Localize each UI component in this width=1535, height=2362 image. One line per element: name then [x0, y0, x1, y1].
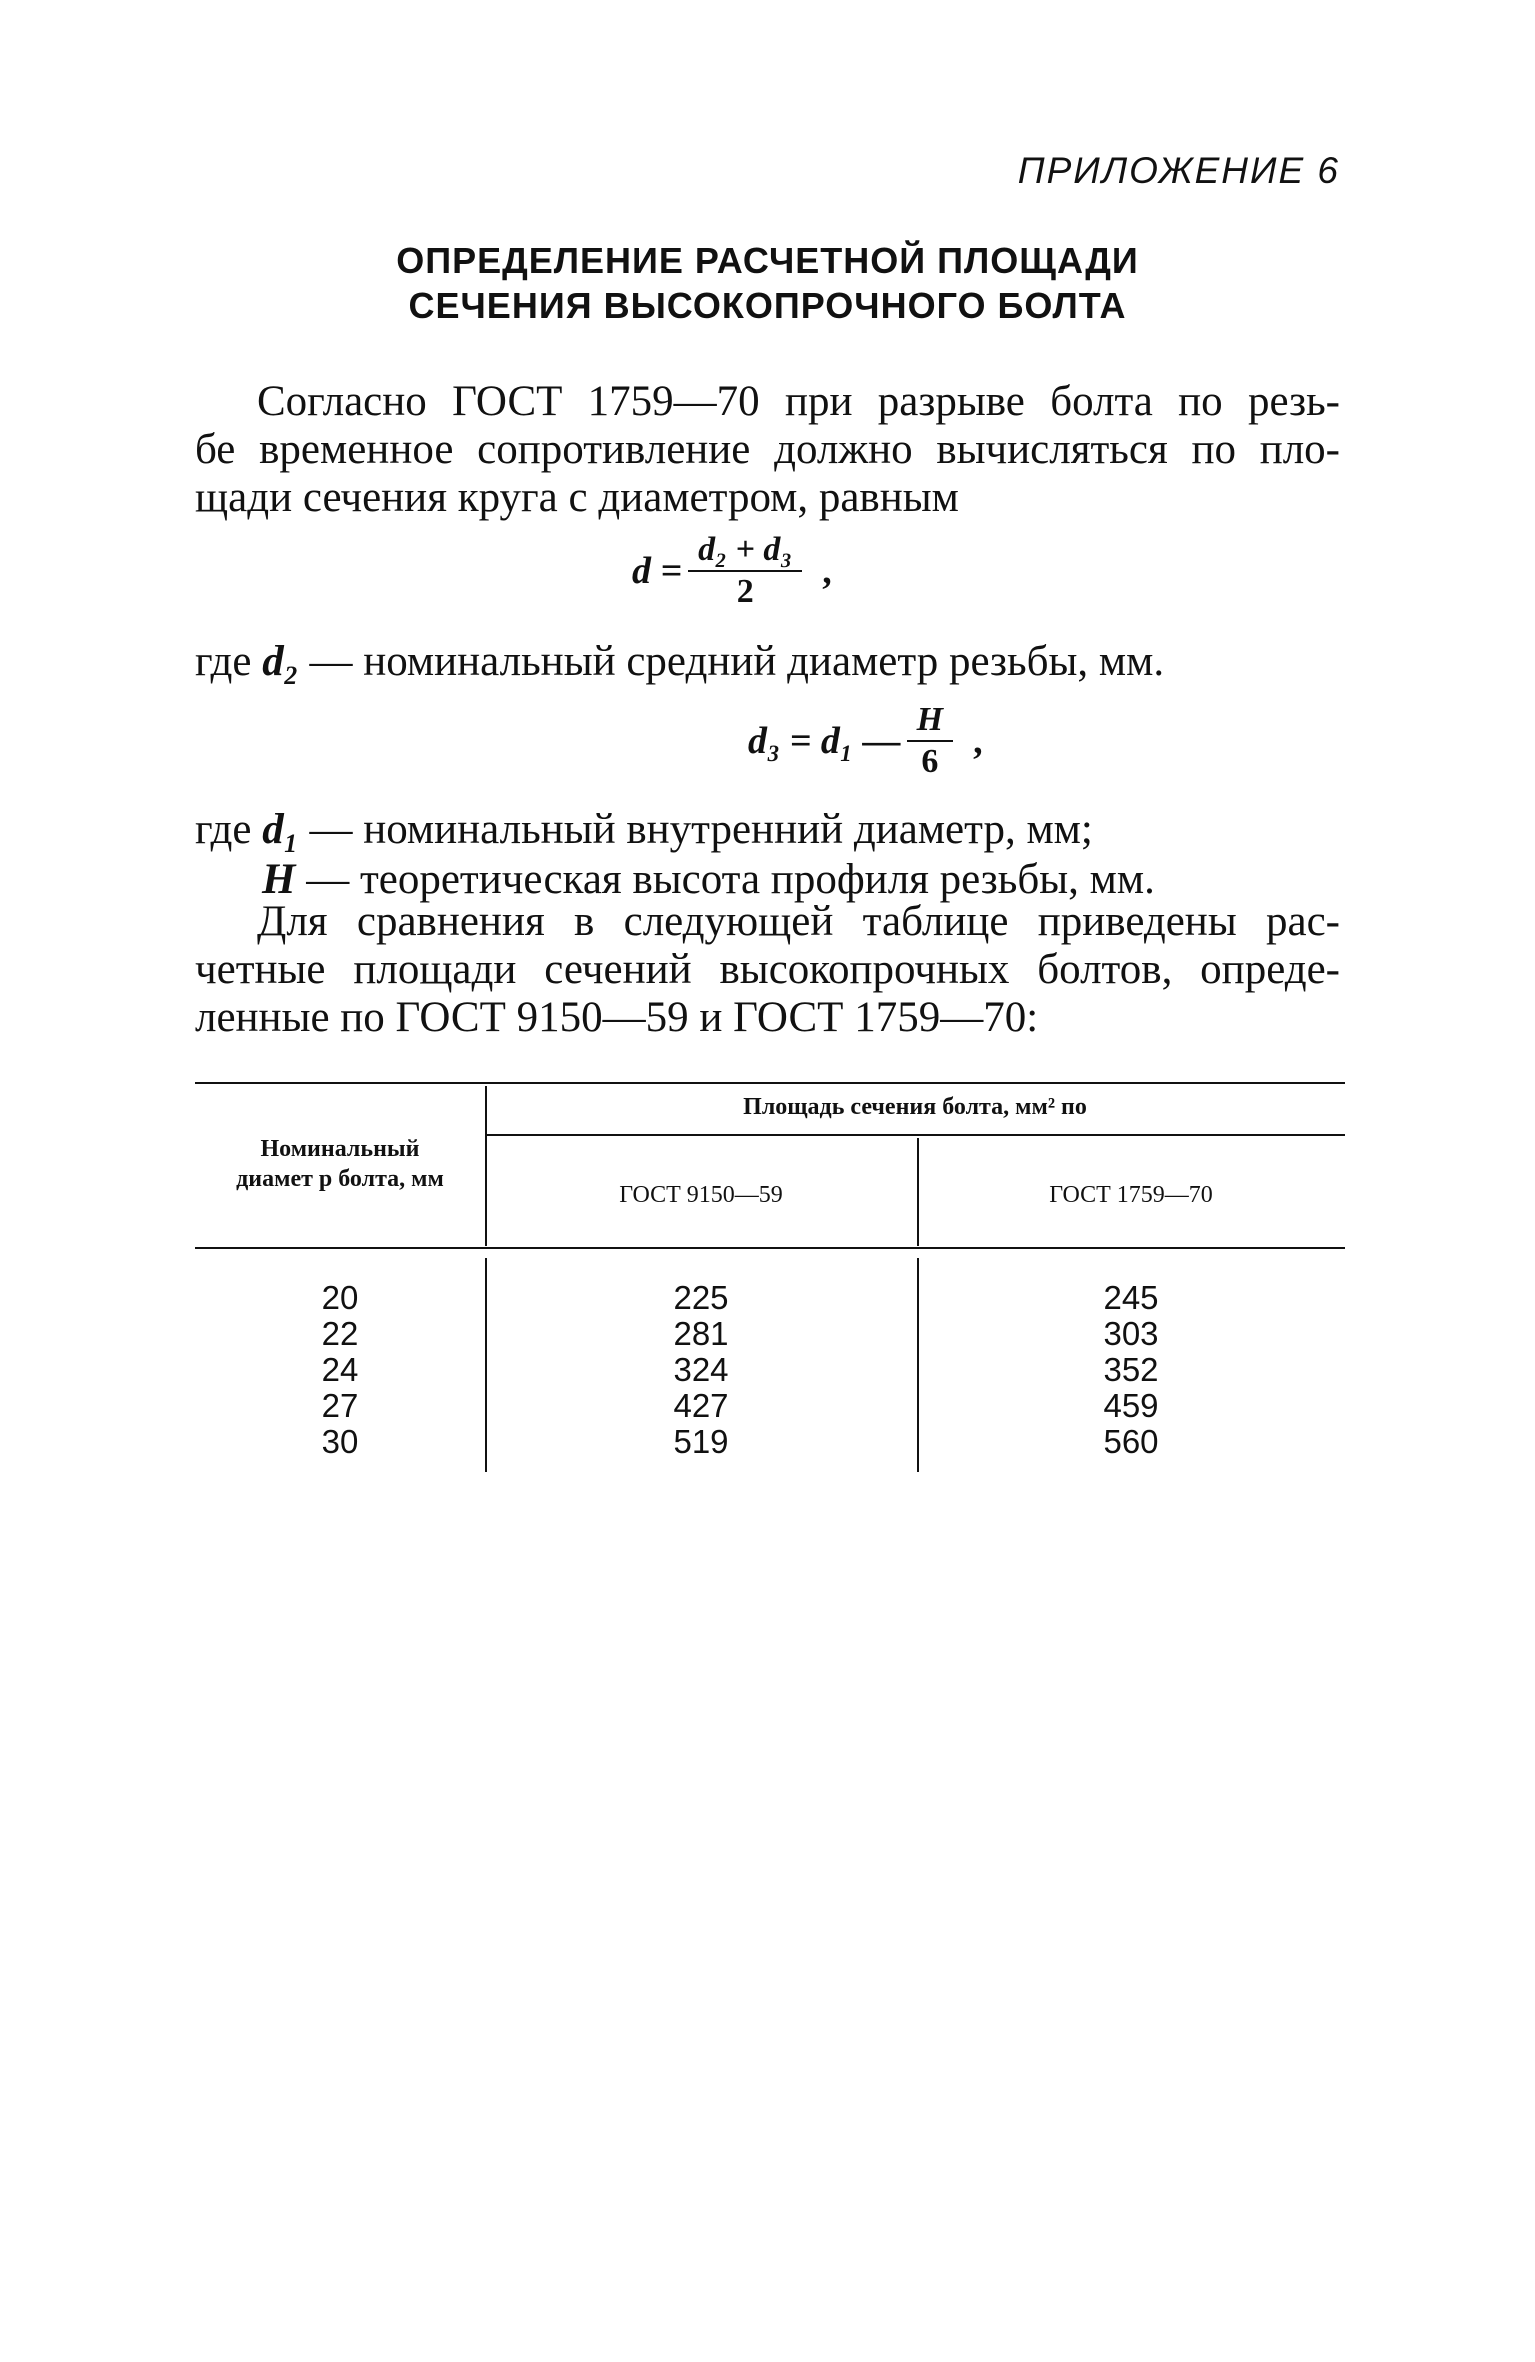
comparison-line-1: Для сравнения в следующей таблице приведены рас-	[257, 898, 1340, 945]
formula-d-comma: ,	[822, 550, 832, 592]
section-title-line-1: ОПРЕДЕЛЕНИЕ РАСЧЕТНОЙ ПЛОЩАДИ	[396, 240, 1139, 281]
table-header-diameter-line-1: Номинальный	[260, 1136, 420, 1162]
where-h-text: — теоретическая высота профиля резьбы, мм.	[306, 856, 1155, 903]
table-header-gost-9150-59: ГОСТ 9150—59	[619, 1182, 783, 1208]
section-title-line-2: СЕЧЕНИЯ ВЫСОКОПРОЧНОГО БОЛТА	[408, 285, 1127, 326]
where-d2-lead: где	[195, 638, 252, 685]
table-cell: 20	[321, 1279, 359, 1316]
table-column-gost-1759-70	[917, 1280, 1345, 1460]
table-header-rule	[195, 1247, 1345, 1249]
table-cell: 427	[673, 1387, 729, 1424]
formula-d3-lhs: d₃ = d₁ —	[748, 720, 901, 762]
table-cell: 281	[673, 1315, 729, 1352]
comparison-line-3: ленные по ГОСТ 9150—59 и ГОСТ 1759—70:	[195, 994, 1039, 1041]
table-cell: 30	[321, 1423, 359, 1460]
formula-d3-comma: ,	[973, 720, 983, 762]
table-header-diameter	[195, 1134, 485, 1194]
formula-d-numerator: d₂ + d₃	[688, 530, 802, 572]
table-header-diameter-line-2: диамет р болта, мм	[236, 1166, 444, 1192]
formula-d-denominator: 2	[736, 573, 754, 610]
table-header-gost-1759-70: ГОСТ 1759—70	[1049, 1182, 1213, 1208]
table-cell: 245	[1103, 1279, 1159, 1316]
table-cell: 24	[321, 1351, 359, 1388]
intro-line-2: бе временное сопротивление должно вычисляться по пло-	[195, 426, 1340, 473]
where-h	[262, 856, 1155, 904]
comparison-paragraph	[195, 898, 1340, 1042]
where-d2-symbol: d₂	[262, 638, 299, 685]
where-d2-text: — номинальный средний диаметр резьбы, мм.	[309, 638, 1165, 685]
where-d1-text: — номинальный внутренний диаметр, мм;	[309, 806, 1093, 853]
table-cell: 303	[1103, 1315, 1159, 1352]
table-cell: 27	[321, 1387, 359, 1424]
table-cell: 352	[1103, 1351, 1159, 1388]
section-title	[200, 238, 1335, 328]
formula-d3	[748, 700, 983, 782]
table-cell: 560	[1103, 1423, 1159, 1460]
table-top-rule	[195, 1082, 1345, 1084]
intro-paragraph	[195, 378, 1340, 522]
formula-d3-fraction	[907, 700, 953, 782]
table-cell: 225	[673, 1279, 729, 1316]
appendix-label: ПРИЛОЖЕНИЕ 6	[1017, 150, 1340, 191]
where-d1-lead: где	[195, 806, 252, 853]
bolt-area-table	[195, 1082, 1345, 1472]
formula-d3-denominator: 6	[921, 743, 939, 780]
where-d2	[195, 638, 1164, 686]
table-group-rule	[485, 1134, 1345, 1136]
formula-d	[632, 530, 832, 612]
table-cell: 22	[321, 1315, 359, 1352]
where-h-symbol: H	[262, 856, 296, 903]
where-d1-symbol: d₁	[262, 806, 299, 853]
table-header-group: Площадь сечения болта, мм² по	[743, 1094, 1087, 1120]
where-d1	[195, 806, 1093, 854]
intro-line-1: Согласно ГОСТ 1759—70 при разрыве болта по резь-	[257, 378, 1340, 425]
formula-d-fraction	[688, 530, 802, 612]
formula-d3-numerator: H	[907, 700, 953, 742]
table-cell: 519	[673, 1423, 729, 1460]
intro-line-3: щади сечения круга с диаметром, равным	[195, 474, 959, 521]
formula-d-lhs: d =	[632, 550, 683, 592]
table-column-diameter	[195, 1280, 485, 1460]
table-column-gost-9150-59	[485, 1280, 917, 1460]
comparison-line-2: четные площади сечений высокопрочных болтов, опреде-	[195, 946, 1340, 993]
table-cell: 324	[673, 1351, 729, 1388]
table-cell: 459	[1103, 1387, 1159, 1424]
